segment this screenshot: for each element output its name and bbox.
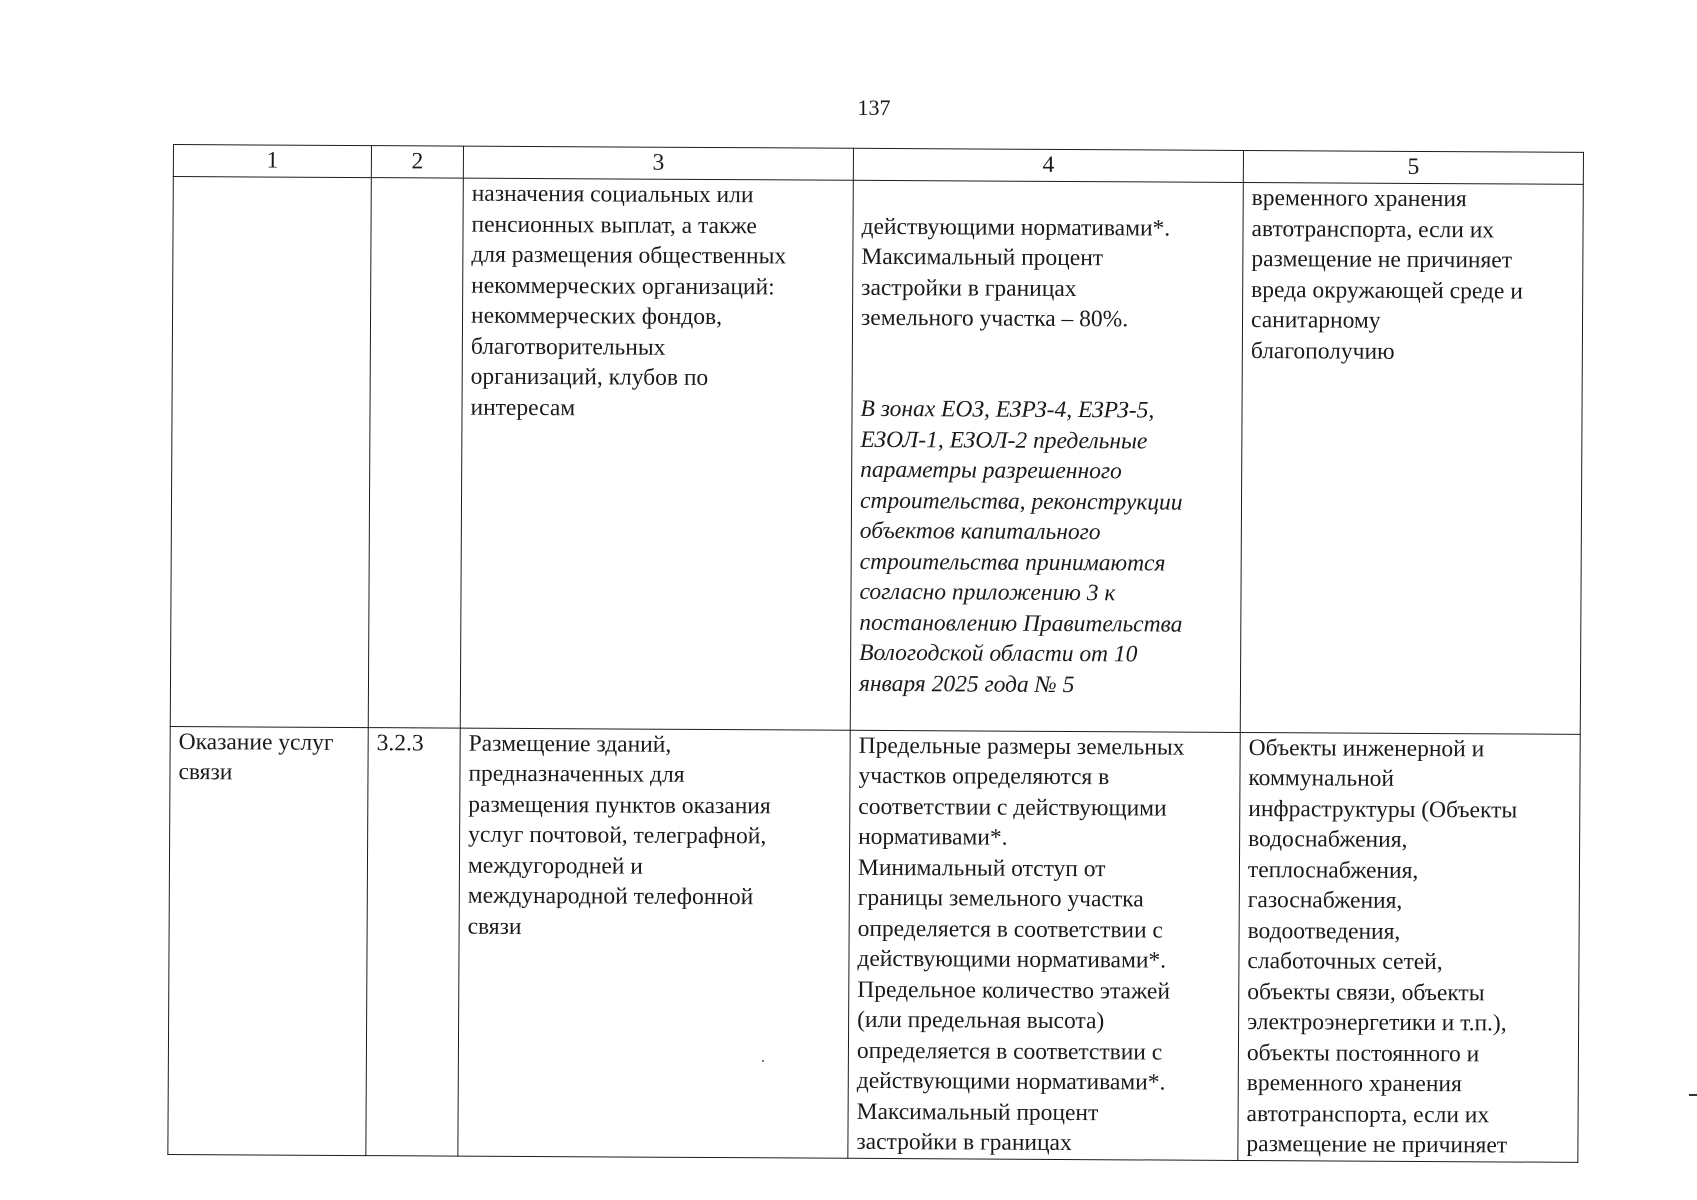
- scan-speck: [762, 1060, 764, 1062]
- land-use-table: [167, 144, 1584, 1162]
- cell-land-use-type: [170, 177, 371, 728]
- cell-auxiliary-uses: Объекты инженерной и коммунальной инфраструктуры (Объекты водоснабжения, теплоснабжения, газоснабжения, водоотведения, слаботочных сетей, объекты связи, объекты электроэнергетики и т.п.), объекты постоянного и временного хранения автотранспорта, если их размещение не причиняет: [1238, 732, 1580, 1162]
- cell-parameters: Предельные размеры земельных участков определяются в соответствии с действующими нормативами*. Минимальный отступ от границы земельного участка определяется в соответствии с действующими нормативами*. Предельное количество этажей (или предельная высота) определяется в соответствии с действующими нормативами*. Максимальный процент застройки в границах: [848, 730, 1240, 1160]
- table-row: [168, 726, 1580, 1162]
- cell-description: Размещение зданий, предназначенных для размещения пунктов оказания услуг почтовой, телеграфной, междугородней и международной телефонной связи: [458, 728, 850, 1158]
- column-header: 2: [371, 146, 463, 179]
- cell-parameters: [850, 180, 1243, 732]
- cell-land-use-type: Оказание услуг связи: [168, 726, 368, 1155]
- cell-code: [368, 178, 463, 728]
- column-header: 3: [463, 146, 853, 180]
- scan-edge-mark: [1689, 1094, 1697, 1096]
- parameters-text: действующими нормативами*. Максимальный процент застройки в границах земельного участка – 80%.: [860, 213, 1171, 333]
- page-number: 137: [857, 95, 891, 120]
- column-header: 4: [853, 148, 1243, 182]
- cell-auxiliary-uses: временного хранения автотранспорта, если их размещение не причиняет вреда окружающей среде и санитарному благополучию: [1240, 182, 1583, 733]
- table-row: [170, 177, 1583, 734]
- column-header: 1: [173, 145, 371, 178]
- cell-code: 3.2.3: [366, 727, 460, 1156]
- cell-description: назначения социальных или пенсионных выплат, а также для размещения общественных некоммерческих организаций: некоммерческих фондов, благотворительных организаций, клубов по интересам: [460, 178, 853, 730]
- parameters-zone-note: В зонах ЕОЗ, ЕЗРЗ-4, ЕЗРЗ-5, ЕЗОЛ-1, ЕЗОЛ-2 предельные параметры разрешенного строительства, реконструкции объектов капитального строительства принимаются согласно приложению 3 к постановлению Правительства Вологодской области от 10 января 2025 года № 5: [858, 395, 1183, 698]
- column-header: 5: [1243, 150, 1583, 184]
